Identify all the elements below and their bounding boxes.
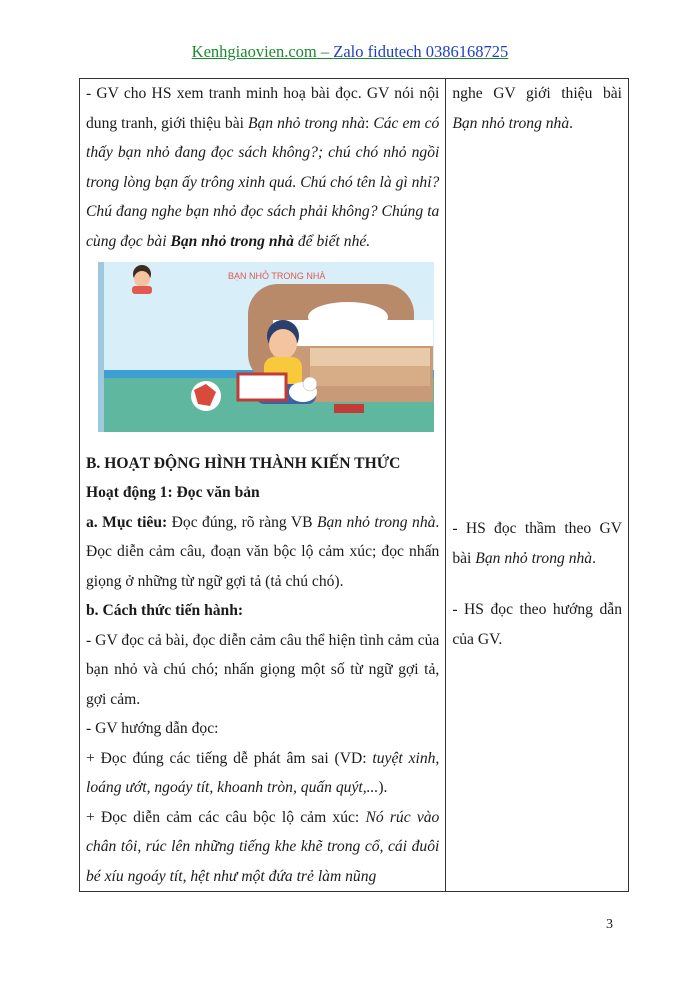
student-response-1: nghe GV giới thiệu bài Bạn nhỏ trong nhà. — [452, 85, 622, 132]
activity-1-heading: Hoạt động 1: Đọc văn bản — [86, 484, 260, 501]
section-b-heading: B. HOẠT ĐỘNG HÌNH THÀNH KIẾN THỨC — [86, 454, 401, 472]
goal-paragraph: a. Mục tiêu: Đọc đúng, rõ ràng VB Bạn nhỏ trong nhà. Đọc diễn cảm câu, đoạn văn bộc lộ cảm xúc; đọc nhấn giọng ở những từ ngữ gợi tả (tả chú chó). — [86, 513, 440, 590]
page-number: 3 — [606, 917, 613, 932]
method-step-pronunciation: + Đọc đúng các tiếng dễ phát âm sai (VD: tuyệt xinh, loáng ướt, ngoáy tít, khoanh tròn, quấn quýt,...). — [86, 749, 440, 796]
intro-paragraph: - GV cho HS xem tranh minh hoạ bài đọc. GV nói nội dung tranh, giới thiệu bài Bạn nhỏ trong nhà: Các em có thấy bạn nhỏ đang đọc sách không?; chú chó nhỏ ngồi trong lòng bạn ấy trông xinh quá. Chú chó tên là gì nhỉ? Chú đang nghe bạn nhỏ đọc sách phải không? Chúng ta cùng đọc bài Bạn nhỏ trong nhà để biết nhé. — [86, 85, 440, 250]
header-contact[interactable]: Zalo fidutech 0386168725 — [333, 42, 509, 61]
student-response-2: - HS đọc thầm theo GV bài Bạn nhỏ trong nhà. — [452, 520, 622, 567]
teacher-activities-cell — [80, 79, 446, 892]
spacer — [452, 573, 622, 595]
spacer — [452, 138, 622, 514]
lesson-row — [80, 79, 629, 892]
method-step-expression: + Đọc diễn cảm các câu bộc lộ cảm xúc: Nó rúc vào chân tôi, rúc lên những tiếng khe khẽ trong cổ, cái đuôi bé xíu ngoáy tít, hệt như một đứa trẻ làm nũng — [86, 808, 440, 885]
method-heading: b. Cách thức tiến hành: — [86, 602, 244, 619]
header-separator: – — [316, 42, 334, 61]
method-step-read-aloud: - GV đọc cả bài, đọc diễn cảm câu thể hiện tình cảm của bạn nhỏ và chú chó; nhấn giọng một số từ ngữ gợi tả, gợi cảm. — [86, 631, 440, 708]
lesson-illustration — [98, 262, 434, 432]
header-site[interactable]: Kenhgiaovien.com — [191, 42, 317, 61]
lesson-table — [79, 78, 629, 892]
student-response-3: - HS đọc theo hướng dẫn của GV. — [452, 601, 622, 648]
illustration-title: BẠN NHỎ TRONG NHÀ — [228, 271, 326, 281]
student-activities-cell — [446, 79, 629, 892]
method-step-guide: - GV hướng dẫn đọc: — [86, 720, 219, 737]
page-header — [0, 42, 700, 62]
